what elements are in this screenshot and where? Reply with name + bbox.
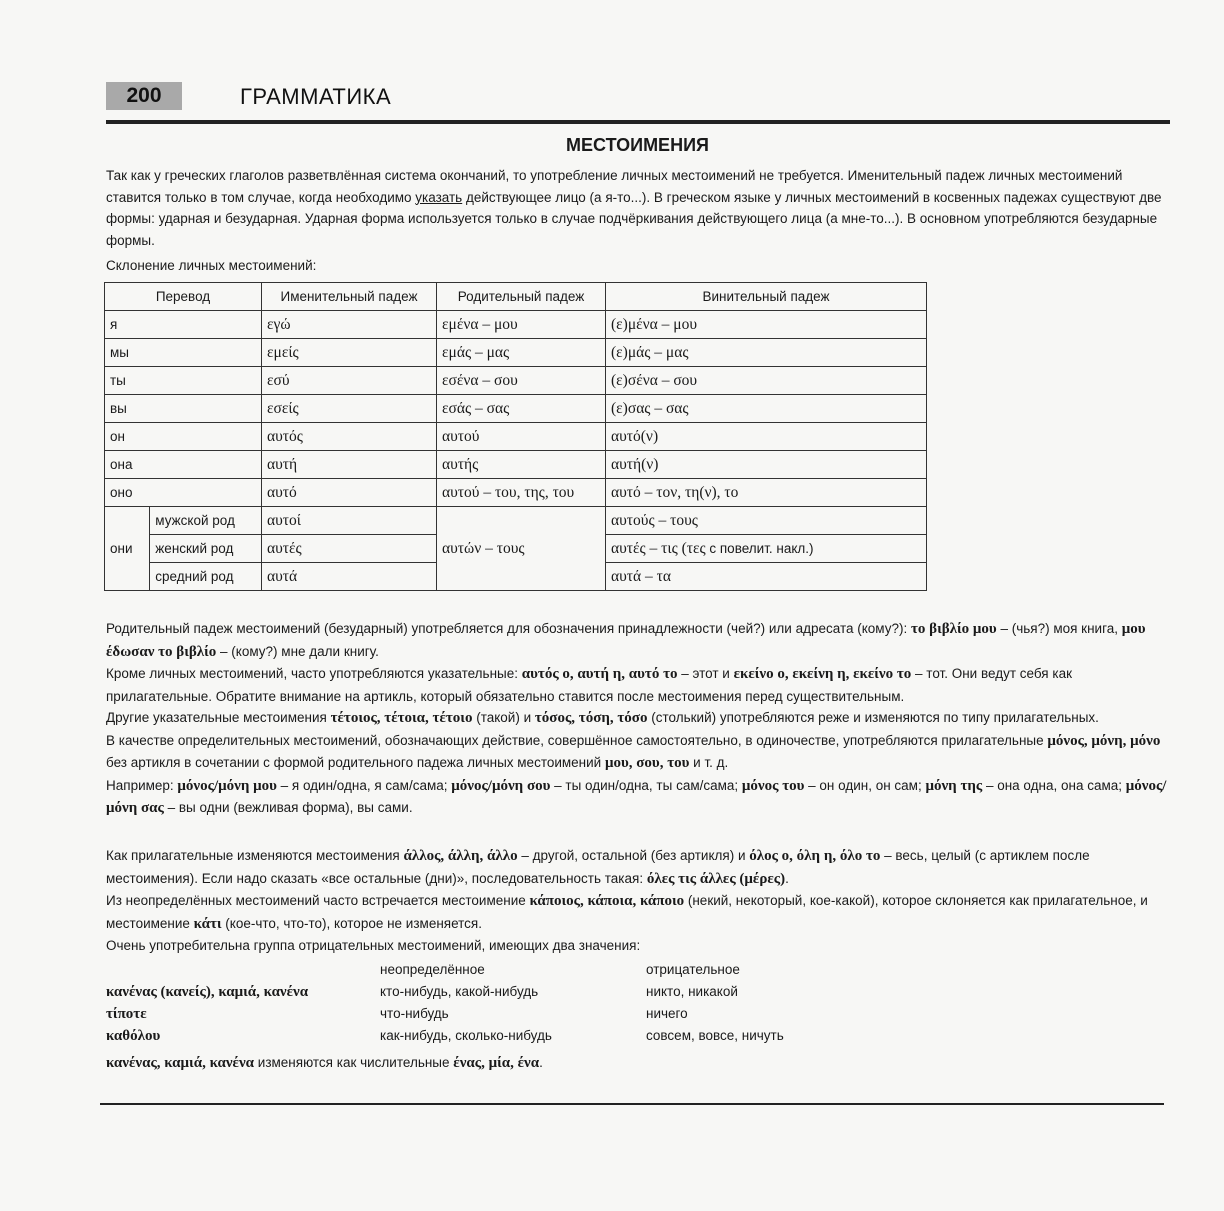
header-genitive: Родительный падеж xyxy=(437,283,606,311)
cell-translation: мы xyxy=(105,339,262,367)
cell-gender: мужской род xyxy=(150,507,262,535)
paragraph-demonstrative: Кроме личных местоимений, часто употребляются указательные: αυτός ο, αυτή η, αυτό το – этот и εκείνο ο, εκείνη η, εκείνο το – тот. Они ведут себя как прилагательные. Обратите внимание на артикль, который обязательно ставится после местоимения перед существительным. xyxy=(106,666,1072,704)
table-row xyxy=(105,395,927,423)
page-number: 200 xyxy=(106,82,182,110)
table-caption: Склонение личных местоимений: xyxy=(106,258,317,273)
header-accusative: Винительный падеж xyxy=(606,283,927,311)
table-row xyxy=(105,451,927,479)
cell-accusative: αυτά – τα xyxy=(606,563,927,591)
cell-translation: оно xyxy=(105,479,262,507)
meaning-negative: никто, никакой xyxy=(646,984,738,999)
section-title: ГРАММАТИКА xyxy=(240,84,392,109)
table-row xyxy=(105,423,927,451)
body-paragraphs-2 xyxy=(106,845,1176,957)
meaning-negative: ничего xyxy=(646,1006,688,1021)
cell-translation: я xyxy=(105,311,262,339)
paragraph-genitive-usage: Родительный падеж местоимений (безударный) употребляется для обозначения принадлежности (чей?) или адресата (кому?): το βιβλίο μου – (чья?) моя книга, μου έδωσαν το βιβλίο – (кому?) мне дали книгу. xyxy=(106,621,1146,660)
table-row xyxy=(105,311,927,339)
cell-gender: женский род xyxy=(150,535,262,563)
paragraph-indefinite: Из неопределённых местоимений часто встречается местоимение κάποιος, κάποια, κάποιο (некий, некоторый, кое-какой), которое склоняется как прилагательное, и местоимение κάτι (кое-что, что-то), которое не изменяется. xyxy=(106,893,1148,932)
greek-pronoun: κανένας (κανείς), καμιά, κανένα xyxy=(106,984,309,1000)
page-title: МЕСТОИМЕНИЯ xyxy=(566,135,709,155)
footer-rule xyxy=(100,1103,1164,1105)
cell-nominative: αυτή xyxy=(262,451,437,479)
cell-accusative: (ε)σας – σας xyxy=(606,395,927,423)
paragraph-other-demonstrative: Другие указательные местоимения τέτοιος, τέτοια, τέτοιο (такой) и τόσος, τόση, τόσο (столький) употребляются реже и изменяются по типу прилагательных. xyxy=(106,710,1099,726)
cell-accusative: (ε)μάς – μας xyxy=(606,339,927,367)
table-row-plural xyxy=(105,507,927,535)
header-rule xyxy=(106,120,1170,124)
closing-sentence: κανένας, καμιά, κανένα изменяются как числительные ένας, μία, ένα. xyxy=(106,1055,543,1071)
table-row xyxy=(105,339,927,367)
header-translation: Перевод xyxy=(105,283,262,311)
meaning-indefinite: как-нибудь, сколько-нибудь xyxy=(380,1028,552,1043)
cell-accusative: αυτό(ν) xyxy=(606,423,927,451)
meaning-negative: совсем, вовсе, ничуть xyxy=(646,1028,784,1043)
cell-genitive: εμάς – μας xyxy=(437,339,606,367)
cell-genitive: αυτού – του, της, του xyxy=(437,479,606,507)
cell-accusative: (ε)σένα – σου xyxy=(606,367,927,395)
table-row xyxy=(105,479,927,507)
cell-accusative: (ε)μένα – μου xyxy=(606,311,927,339)
greek-pronoun: καθόλου xyxy=(106,1028,161,1044)
greek-pronoun: τίποτε xyxy=(106,1006,147,1022)
cell-accusative: αυτές – τις (τες с повелит. накл.) xyxy=(606,535,927,563)
paragraph-examples: Например: μόνος/μόνη μου – я один/одна, я сам/сама; μόνος/μόνη σου – ты один/одна, ты сам/сама; μόνος του – он один, он сам; μόνη της – она одна, она сама; μόνος/μόνη σας – вы одни (вежливая форма), вы сами. xyxy=(106,777,1167,816)
cell-nominative: εγώ xyxy=(262,311,437,339)
paragraph-negative-intro: Очень употребительна группа отрицательных местоимений, имеющих два значения: xyxy=(106,938,641,953)
cell-translation: вы xyxy=(105,395,262,423)
cell-genitive: αυτού xyxy=(437,423,606,451)
cell-gender: средний род xyxy=(150,563,262,591)
cell-genitive: αυτής xyxy=(437,451,606,479)
intro-paragraph: Так как у греческих глаголов разветвлённая система окончаний, то употребление личных местоимений не требуется. Именительный падеж личных местоимений ставится только в том случае, когда необходимо указать действующее лицо (а я-то...). В греческом языке у личных местоимений в косвенных падежах существуют две формы: ударная и безударная. Ударная форма используется только в случае подчёркивания действующего лица (а мне-то...). В основном употребляются безударные формы. xyxy=(106,168,1162,248)
cell-genitive: εσάς – σας xyxy=(437,395,606,423)
cell-translation: он xyxy=(105,423,262,451)
paragraph-determinative: В качестве определительных местоимений, обозначающих действие, совершённое самостоятельно, в одиночестве, употребляются прилагательные μόνος, μόνη, μόνο без артикля в сочетании с формой родительного падежа личных местоимений μου, σου, του и т. д. xyxy=(106,732,1161,771)
cell-genitive: εσένα – σου xyxy=(437,367,606,395)
cell-accusative: αυτούς – τους xyxy=(606,507,927,535)
header-nominative: Именительный падеж xyxy=(262,283,437,311)
meaning-indefinite: кто-нибудь, какой-нибудь xyxy=(380,984,539,999)
cell-genitive-plural: αυτών – τους xyxy=(437,507,606,591)
cell-nominative: αυτό xyxy=(262,479,437,507)
table-header-row xyxy=(105,283,927,311)
paragraph-adjectival: Как прилагательные изменяются местоимения άλλος, άλλη, άλλο – другой, остальной (без артикля) и όλος ο, όλη η, όλο το – весь, целый (с артиклем после местоимения). Если надо сказать «все остальные (дни)», последовательность такая: όλες τις άλλες (μέρες). xyxy=(106,848,1090,887)
cell-nominative: εσύ xyxy=(262,367,437,395)
underlined-word: указать xyxy=(415,189,463,205)
cell-nominative: αυτές xyxy=(262,535,437,563)
meaning-indefinite: что-нибудь xyxy=(380,1006,449,1021)
column-head-negative: отрицательное xyxy=(646,962,740,977)
cell-nominative: εμείς xyxy=(262,339,437,367)
body-paragraphs xyxy=(106,618,1176,820)
table-row xyxy=(105,367,927,395)
cell-nominative: εσείς xyxy=(262,395,437,423)
cell-nominative: αυτός xyxy=(262,423,437,451)
cell-genitive: εμένα – μου xyxy=(437,311,606,339)
cell-translation: ты xyxy=(105,367,262,395)
cell-plural-label: они xyxy=(105,507,150,591)
cell-nominative: αυτά xyxy=(262,563,437,591)
column-head-indefinite: неопределённое xyxy=(380,962,485,977)
cell-nominative: αυτοί xyxy=(262,507,437,535)
cell-translation: она xyxy=(105,451,262,479)
cell-accusative: αυτό – τον, τη(ν), το xyxy=(606,479,927,507)
declension-table xyxy=(104,282,927,591)
cell-accusative: αυτή(ν) xyxy=(606,451,927,479)
